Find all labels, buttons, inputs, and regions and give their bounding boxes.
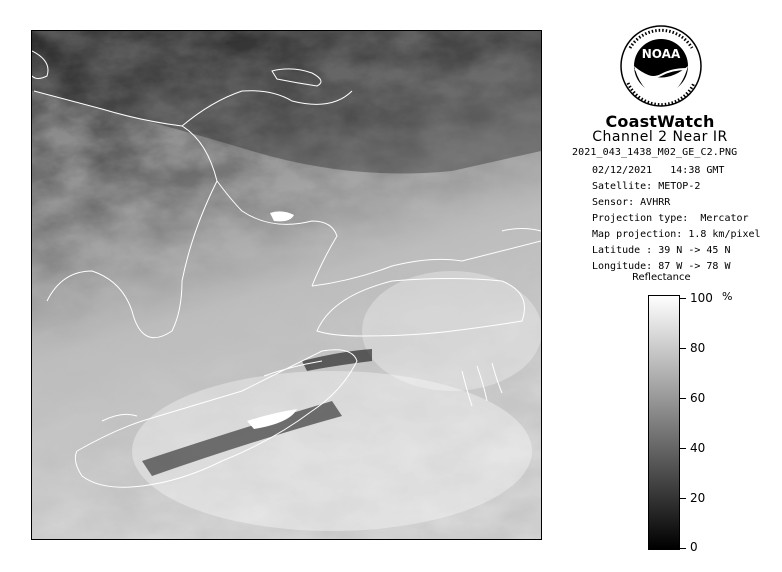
- tick-label-100: 100: [690, 291, 713, 305]
- tick-label-20: 20: [690, 491, 706, 505]
- colorbar-tick: [680, 398, 686, 399]
- projection-type-info: Projection type: Mercator: [592, 213, 749, 224]
- reflectance-colorbar: [648, 295, 680, 550]
- colorbar-tick: [680, 548, 686, 549]
- tick-label-60: 60: [690, 391, 706, 405]
- satellite-info: Satellite: METOP-2: [592, 181, 701, 192]
- image-filename: 2021_043_1438_M02_GE_C2.PNG: [572, 147, 738, 158]
- colorbar-tick: [680, 498, 686, 499]
- map-projection-info: Map projection: 1.8 km/pixel: [592, 229, 761, 240]
- legend-unit: %: [722, 290, 733, 303]
- noaa-logo-text: NOAA: [641, 47, 681, 61]
- colorbar-tick: [680, 448, 686, 449]
- brand-title: CoastWatch: [605, 112, 715, 131]
- tick-label-40: 40: [690, 441, 706, 455]
- longitude-info: Longitude: 87 W -> 78 W: [592, 261, 731, 272]
- latitude-info: Latitude : 39 N -> 45 N: [592, 245, 731, 256]
- satellite-map[interactable]: [31, 30, 542, 540]
- sensor-info: Sensor: AVHRR: [592, 197, 671, 208]
- tick-label-0: 0: [690, 540, 698, 554]
- tick-label-80: 80: [690, 341, 706, 355]
- channel-title: Channel 2 Near IR: [592, 129, 728, 145]
- colorbar-tick: [680, 348, 686, 349]
- noaa-logo-icon: [620, 23, 702, 109]
- noaa-logo: [620, 23, 702, 109]
- colorbar-tick: [680, 298, 686, 299]
- legend-title: Reflectance: [632, 272, 691, 283]
- date-time: 02/12/2021 14:38 GMT: [592, 165, 725, 176]
- satellite-image: [32, 31, 541, 539]
